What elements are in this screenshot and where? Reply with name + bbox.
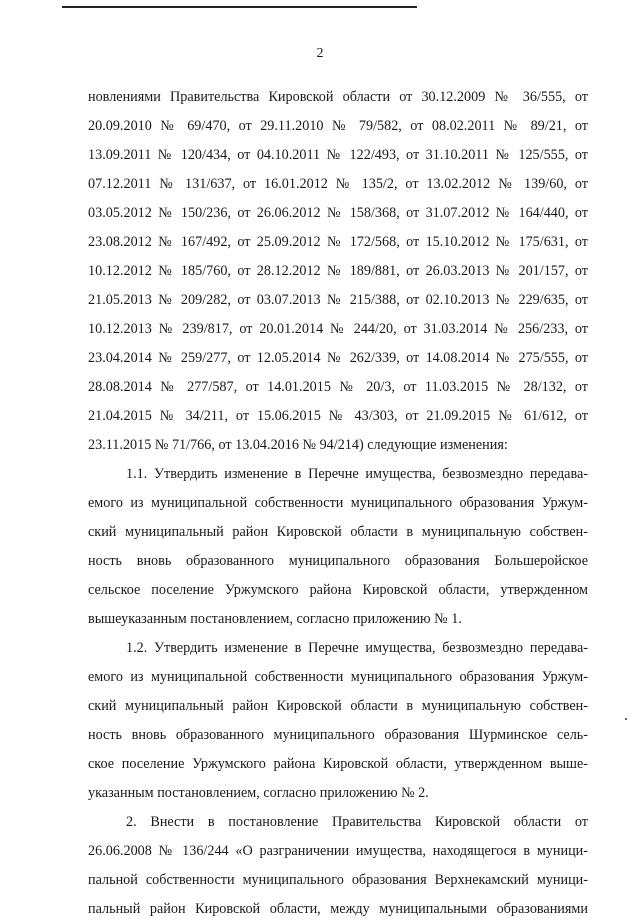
text-line: емого из муниципальной собственности муниципального образования Уржум- (88, 669, 588, 685)
text-line: новлениями Правительства Кировской области от 30.12.2009 № 36/555, от (88, 89, 588, 105)
text-line: ность вновь образованного муниципального образования Большеройское (88, 553, 588, 569)
text-line: 10.12.2013 № 239/817, от 20.01.2014 № 244/20, от 31.03.2014 № 256/233, от (88, 321, 588, 337)
text-line: 23.11.2015 № 71/766, от 13.04.2016 № 94/214) следующие изменения: (88, 437, 508, 453)
text-line: ское поселение Уржумского района Кировской области, утвержденном выше- (88, 756, 588, 772)
text-line: ский муниципальный район Кировской области в муниципальную собствен- (88, 524, 588, 540)
text-line: вышеуказанным постановлением, согласно приложению № 1. (88, 611, 462, 627)
text-line: ский муниципальный район Кировской области в муниципальную собствен- (88, 698, 588, 714)
text-line: 1.1. Утвердить изменение в Перечне имущества, безвозмездно передава- (126, 466, 588, 482)
paragraph-item-1-1 (88, 460, 588, 634)
text-line: пальный район Кировской области, между муниципальными образованиями (88, 901, 588, 917)
paragraph-item-2 (88, 808, 588, 924)
text-line: 1.2. Утвердить изменение в Перечне имущества, безвозмездно передава- (126, 640, 588, 656)
text-line: 23.04.2014 № 259/277, от 12.05.2014 № 262/339, от 14.08.2014 № 275/555, от (88, 350, 588, 366)
text-line: 2. Внести в постановление Правительства Кировской области от (126, 814, 588, 830)
paragraph-item-1-2 (88, 634, 588, 808)
scan-artifact (625, 718, 627, 720)
top-rule (62, 6, 417, 8)
text-line: ность вновь образованного муниципального образования Шурминское сель- (88, 727, 588, 743)
text-line: пальной собственности муниципального образования Верхнекамский муници- (88, 872, 588, 888)
text-line: 10.12.2012 № 185/760, от 28.12.2012 № 189/881, от 26.03.2013 № 201/157, от (88, 263, 588, 279)
paragraph-continuation (88, 83, 588, 460)
text-line: 21.04.2015 № 34/211, от 15.06.2015 № 43/303, от 21.09.2015 № 61/612, от (88, 408, 588, 424)
page-number: 2 (316, 46, 324, 61)
text-line: указанным постановлением, согласно приложению № 2. (88, 785, 429, 801)
text-line: 20.09.2010 № 69/470, от 29.11.2010 № 79/582, от 08.02.2011 № 89/21, от (88, 118, 588, 134)
text-line: емого из муниципальной собственности муниципального образования Уржум- (88, 495, 588, 511)
text-line: сельское поселение Уржумского района Кировской области, утвержденном (88, 582, 588, 598)
text-line: 23.08.2012 № 167/492, от 25.09.2012 № 172/568, от 15.10.2012 № 175/631, от (88, 234, 588, 250)
text-line: 13.09.2011 № 120/434, от 04.10.2011 № 122/493, от 31.10.2011 № 125/555, от (88, 147, 588, 163)
text-line: 03.05.2012 № 150/236, от 26.06.2012 № 158/368, от 31.07.2012 № 164/440, от (88, 205, 588, 221)
document-body (88, 83, 588, 924)
text-line: 07.12.2011 № 131/637, от 16.01.2012 № 135/2, от 13.02.2012 № 139/60, от (88, 176, 588, 192)
text-line: 21.05.2013 № 209/282, от 03.07.2013 № 215/388, от 02.10.2013 № 229/635, от (88, 292, 588, 308)
text-line: 28.08.2014 № 277/587, от 14.01.2015 № 20/3, от 11.03.2015 № 28/132, от (88, 379, 588, 395)
text-line: 26.06.2008 № 136/244 «О разграничении имущества, находящегося в муници- (88, 843, 588, 859)
